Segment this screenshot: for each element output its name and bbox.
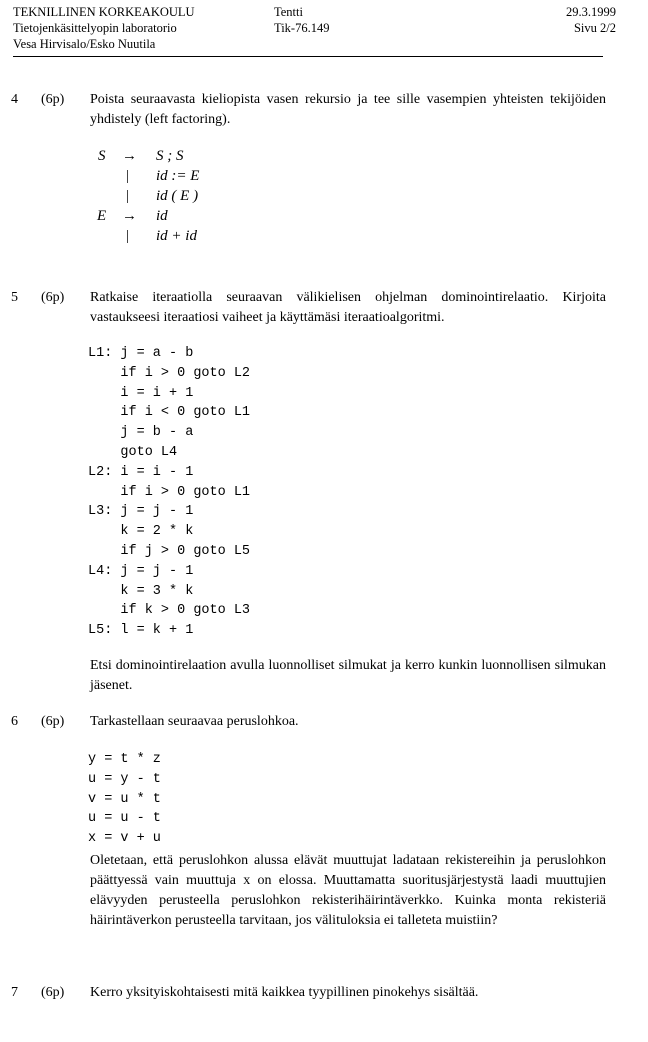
grammar-arrow: → [122,208,137,224]
institution: TEKNILLINEN KORKEAKOULU [13,5,195,19]
q5-text-followup: Etsi dominointirelaation avulla luonnolliset silmukat ja kerro kunkin luonnollisen silmukan jäsenet. [90,658,606,693]
q6-text: Tarkastellaan seuraavaa peruslohkoa. [90,714,299,729]
q4-number: 4 [11,92,18,107]
q5-code-block: L1: j = a - b if i > 0 goto L2 i = i + 1 if i < 0 goto L1 j = b - a goto L4 L2: i = i - 1 if i > 0 goto L1 L3: j = j - 1 k = 2 * k if j > 0 goto L5 L4: j = j - 1 k = 3 * k if k > 0 goto L3 L5: l = k + 1 [88,346,251,639]
grammar-rhs: id := E [156,168,200,184]
grammar-bar: | [126,188,130,204]
q7-points: (6p) [41,985,65,1000]
grammar-rhs: id + id [156,228,197,244]
grammar-rhs: id [156,208,168,224]
q5-number: 5 [11,290,18,305]
q5-text: Ratkaise iteraatiolla seuraavan välikielisen ohjelman dominointirelaatio. Kirjoita vastaukseesi iteraatiosi vaiheet ja käyttämäsi iteraatioalgoritmi. [90,290,606,325]
lab-name: Tietojenkäsittelyopin laboratorio [13,21,177,35]
exam-date: 29.3.1999 [566,5,616,19]
q6-points: (6p) [41,714,65,729]
grammar-bar: | [126,168,130,184]
header-left [13,4,195,52]
q5-points: (6p) [41,290,65,305]
course-code: Tik-76.149 [274,21,330,35]
page-number: Sivu 2/2 [573,21,616,35]
header-right [566,4,616,36]
grammar-lhs: S [98,148,106,164]
q6-text-followup: Oletetaan, että peruslohkon alussa elävät muuttujat ladataan rekistereihin ja peruslohkon päättyessä vain muuttuja x on elossa. Muuttamatta suoritusjärjestystä laadi muuttujien elävyyden perusteella peruslohkon rekisterihäirintäverkko. Kuinka monta rekisteriä häirintäverkon perusteella tarvitaan, jos välituloksia ei talleteta muistiin? [90,853,606,928]
grammar-rhs: S ; S [156,148,184,164]
grammar-lhs: E [97,208,107,224]
header-middle [274,4,329,36]
grammar-arrow: → [122,148,137,164]
q4-points: (6p) [41,92,65,107]
header-rule [13,56,603,57]
grammar-rhs: id ( E ) [156,188,199,204]
grammar-bar: | [126,228,130,244]
q7-number: 7 [11,985,18,1000]
exam-title: Tentti [274,5,303,19]
q6-code-block: y = t * z u = y - t v = u * t u = u - t x = v + u [88,752,161,847]
q7-text: Kerro yksityiskohtaisesti mitä kaikkea tyypillinen pinokehys sisältää. [90,985,479,1000]
q6-number: 6 [11,714,18,729]
authors: Vesa Hirvisalo/Esko Nuutila [13,37,156,51]
q4-text: Poista seuraavasta kieliopista vasen rekursio ja tee sille vasempien yhteisten tekijöiden yhdistely (left factoring). [90,92,606,127]
